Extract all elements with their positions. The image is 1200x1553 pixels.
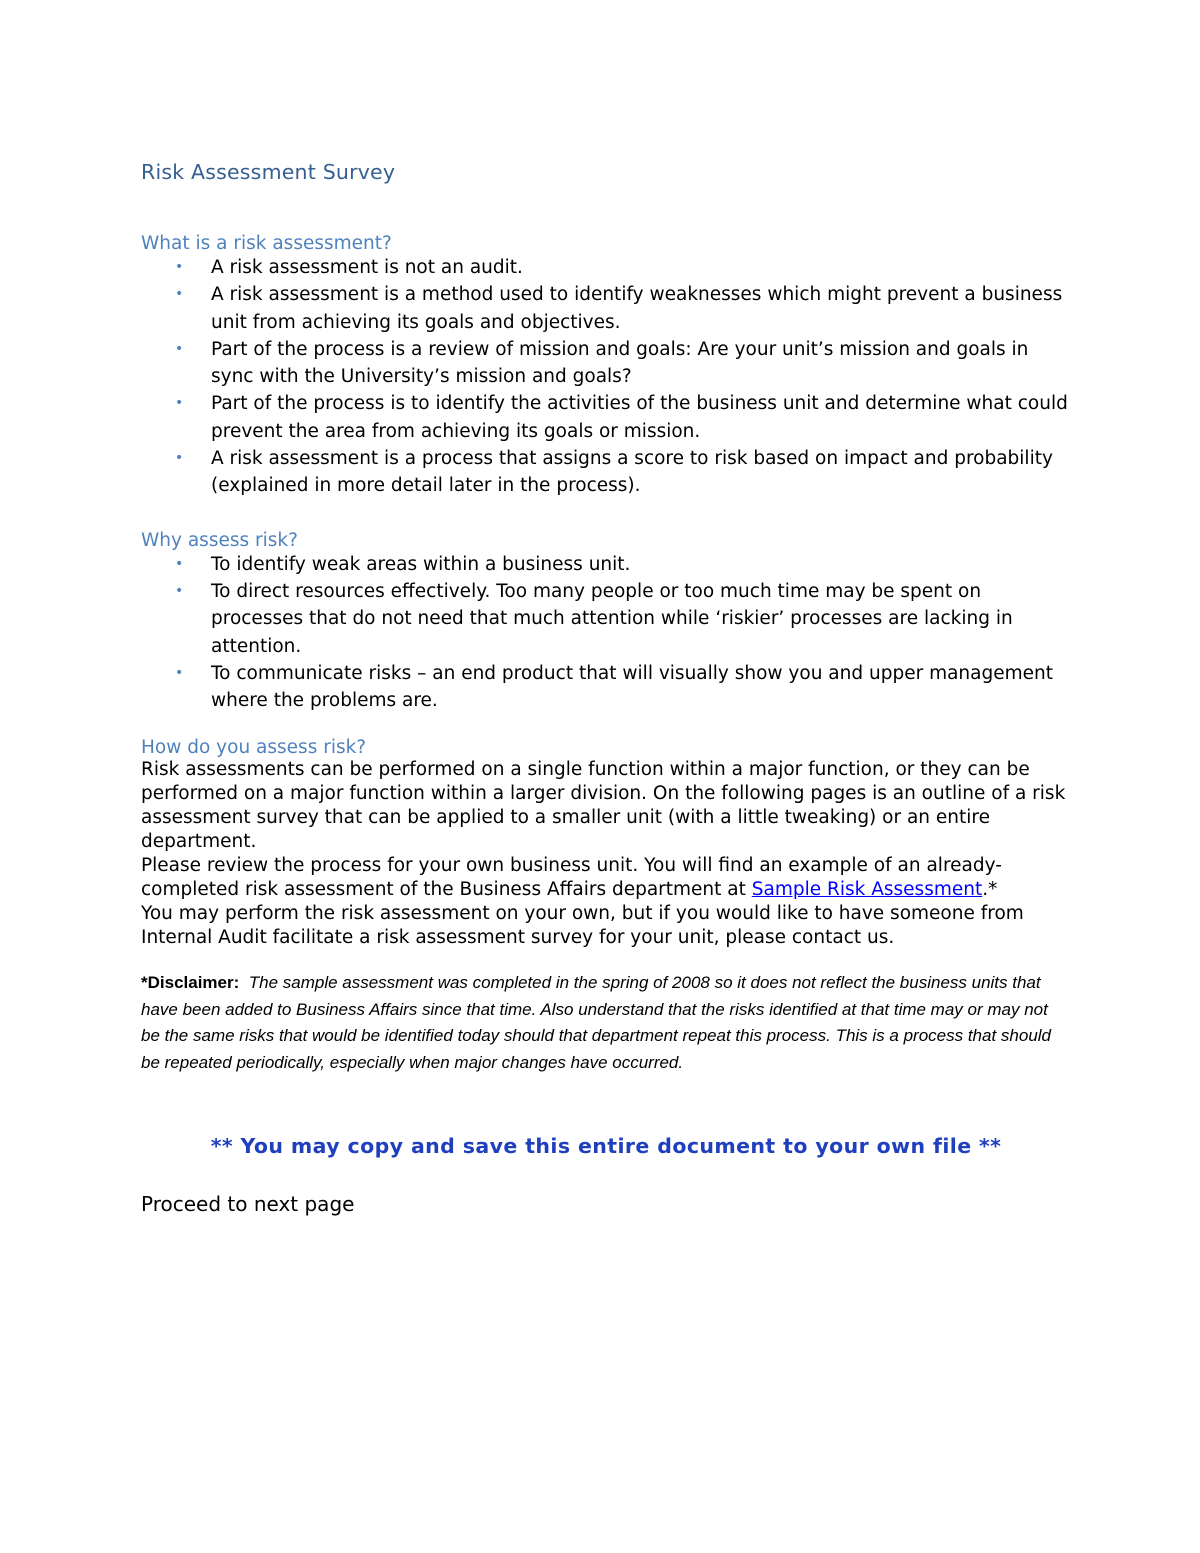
disclaimer-label: *Disclaimer:: [141, 973, 240, 993]
bullet-icon: •: [175, 286, 184, 303]
bullet-icon: •: [175, 340, 184, 357]
proceed-text: Proceed to next page: [141, 1192, 355, 1217]
list-item: • To communicate risks – an end product that will visually show you and upper management where the problems are.: [141, 660, 1071, 715]
paragraph-review-text: Please review the process for your own business unit. You will find an example of an already-completed risk assessment of the Business Affairs department at: [141, 855, 1002, 901]
list-item: • To direct resources effectively. Too many people or too much time may be spent on processes that do not need that much attention while ‘riskier’ processes are lacking in attention.: [141, 578, 1071, 660]
list-item: • A risk assessment is a process that assigns a score to risk based on impact and probability (explained in more detail later in the process).: [141, 445, 1071, 500]
bullet-icon: •: [175, 555, 184, 572]
bullet-icon: •: [175, 395, 184, 412]
document-body: [141, 160, 1071, 1216]
list-item: • Part of the process is to identify the activities of the business unit and determine what could prevent the area from achieving its goals or mission.: [141, 390, 1071, 445]
bullet-list-what: [141, 254, 1071, 500]
paragraph-methods: Risk assessments can be performed on a single function within a major function, or they can be performed on a major function within a larger division. On the following pages is an outline of a risk assessment survey that can be applied to a smaller unit (with a little tweaking) or an entire department.: [141, 759, 1066, 853]
disclaimer: [141, 970, 1071, 1076]
list-item: • A risk assessment is not an audit.: [141, 254, 1071, 281]
bullet-icon: •: [175, 664, 184, 681]
bullet-icon: •: [175, 450, 184, 467]
bullet-icon: •: [175, 582, 184, 599]
bullet-list-why: [141, 551, 1071, 715]
document-title: Risk Assessment Survey: [141, 160, 396, 184]
list-item: • To identify weak areas within a business unit.: [141, 551, 1071, 578]
copy-notice: ** You may copy and save this entire document to your own file **: [210, 1134, 1002, 1159]
paragraph-review-suffix: .*: [982, 879, 998, 901]
paragraph-contact: You may perform the risk assessment on your own, but if you would like to have someone from Internal Audit facilitate a risk assessment survey for your unit, please contact us.: [141, 903, 1024, 949]
list-item: • Part of the process is a review of mission and goals: Are your unit’s mission and goals in sync with the University’s mission and goals?: [141, 336, 1071, 391]
section-heading-why: Why assess risk?: [141, 529, 298, 551]
section-heading-what: What is a risk assessment?: [141, 233, 392, 254]
section-heading-how: How do you assess risk?: [141, 737, 367, 759]
bullet-icon: •: [175, 259, 184, 275]
sample-risk-assessment-link[interactable]: Sample Risk Assessment: [751, 879, 983, 901]
disclaimer-text: The sample assessment was completed in the spring of 2008 so it does not reflect the business units that have been added to Business Affairs since that time. Also understand that the risks identified at that time may or may not be the same risks that would be identified today should that department repeat this process. This is a process that should be repeated periodically, especially when major changes have occurred.: [141, 973, 1052, 1072]
paragraph-review: [141, 854, 1071, 902]
list-item: • A risk assessment is a method used to identify weaknesses which might prevent a business unit from achieving its goals and objectives.: [141, 281, 1071, 336]
